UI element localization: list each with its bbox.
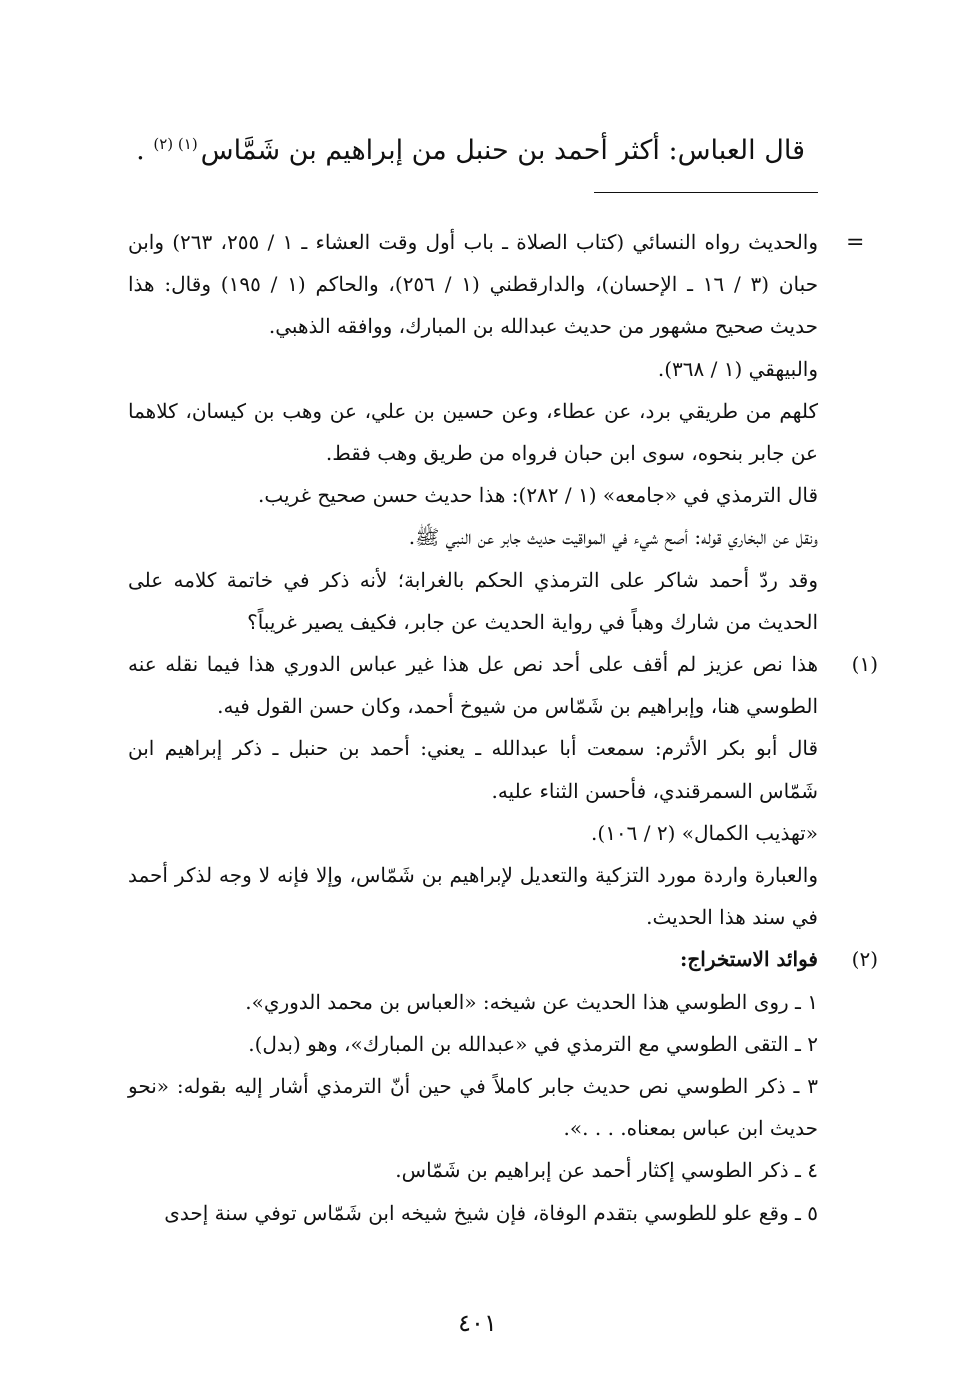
note-paragraph: ونقل عن البخاري قوله: أصح شيء في المواقيت حديث جابر عن النبي ﷺ.: [408, 525, 818, 550]
main-text-end-mark: .: [136, 135, 145, 166]
footnote-reference-markers: (١) (٢): [153, 135, 198, 153]
note-paragraph: هذا نص عزيز لم أقف على أحد نص عل هذا غير عباس الدوري هذا فيما نقله عنه الطوسي هنا، وإبراهيم بن شَمّاس من شيوخ أحمد، وكان حسن القول فيه.: [128, 652, 818, 719]
footnote-heading: فوائد الاستخراج:: [679, 947, 818, 972]
list-item: ٣ ـ ذكر الطوسي نص حديث جابر كاملاً في حين أنّ الترمذي أشار إليه بقوله: «نحو حديث ابن عباس بمعناه. . . .».: [128, 1074, 818, 1141]
footnote-2: [128, 938, 878, 1233]
list-item: ٥ ـ وقع علو للطوسي بتقدم الوفاة، فإن شيخ شيخه ابن شَمّاس توفي سنة إحدى: [164, 1200, 818, 1225]
page-number: ٤٠١: [458, 1309, 497, 1337]
footnote-number: (٢): [851, 947, 878, 972]
note-paragraph: والعبارة واردة مورد التزكية والتعديل لإبراهيم بن شَمّاس، وإلا فإنه لا وجه لذكر أحمد في سند هذا الحديث.: [128, 863, 818, 930]
note-paragraph: قال الترمذي في «جامعه» (١ / ٢٨٢): هذا حديث حسن صحيح غريب.: [257, 483, 818, 508]
continuation-mark: =: [846, 230, 865, 255]
list-item: ٢ ـ التقى الطوسي مع الترمذي في «عبدالله بن المبارك»، وهو (بدل).: [248, 1031, 818, 1056]
footnote-1: [128, 643, 878, 938]
footnotes-area: [128, 221, 878, 1234]
list-item: ٤ ـ ذكر الطوسي إكثار أحمد عن إبراهيم بن شَمّاس.: [395, 1158, 818, 1183]
note-paragraph: وقد ردّ أحمد شاكر على الترمذي الحكم بالغرابة؛ لأنه ذكر في خاتمة كلامه على الحديث من شارك وهباً في رواية الحديث عن جابر، فكيف يصير غريباً؟: [128, 567, 818, 634]
note-paragraph: والحديث رواه النسائي (كتاب الصلاة ـ باب أول وقت العشاء ـ ١ / ٢٥٥، ٢٦٣) وابن حبان (٣ / ١٦ ـ الإحسان)، والدارقطني (١ / ٢٥٦)، والحاكم (١ / ١٩٥) وقال: هذا حديث صحيح مشهور من حديث عبدالله بن المبارك، ووافقه الذهبي.: [128, 230, 819, 339]
main-text-body: قال العباس: أكثر أحمد بن حنبل من إبراهيم بن شَمَّاس: [200, 135, 805, 166]
note-paragraph: قال أبو بكر الأثرم: سمعت أبا عبدالله ـ يعني: أحمد بن حنبل ـ ذكر إبراهيم ابن شَمّاس السمرقندي، فأحسن الثناء عليه.: [128, 736, 818, 803]
list-item: ١ ـ روى الطوسي هذا الحديث عن شيخه: «العباس بن محمد الدوري».: [245, 989, 818, 1014]
continued-note: [128, 221, 818, 643]
footnote-separator-rule: [594, 192, 818, 193]
note-paragraph: «تهذيب الكمال» (٢ / ١٠٦).: [591, 820, 818, 845]
note-paragraph: والبيهقي (١ / ٣٦٨).: [657, 356, 818, 381]
main-text-line: [105, 128, 805, 174]
footnote-number: (١): [851, 652, 878, 677]
note-paragraph: كلهم من طريقي برد، عن عطاء، وعن حسين بن علي، عن وهب بن كيسان، كلاهما عن جابر بنحوه، سوى ابن حبان فرواه من طريق وهب فقط.: [128, 398, 818, 466]
